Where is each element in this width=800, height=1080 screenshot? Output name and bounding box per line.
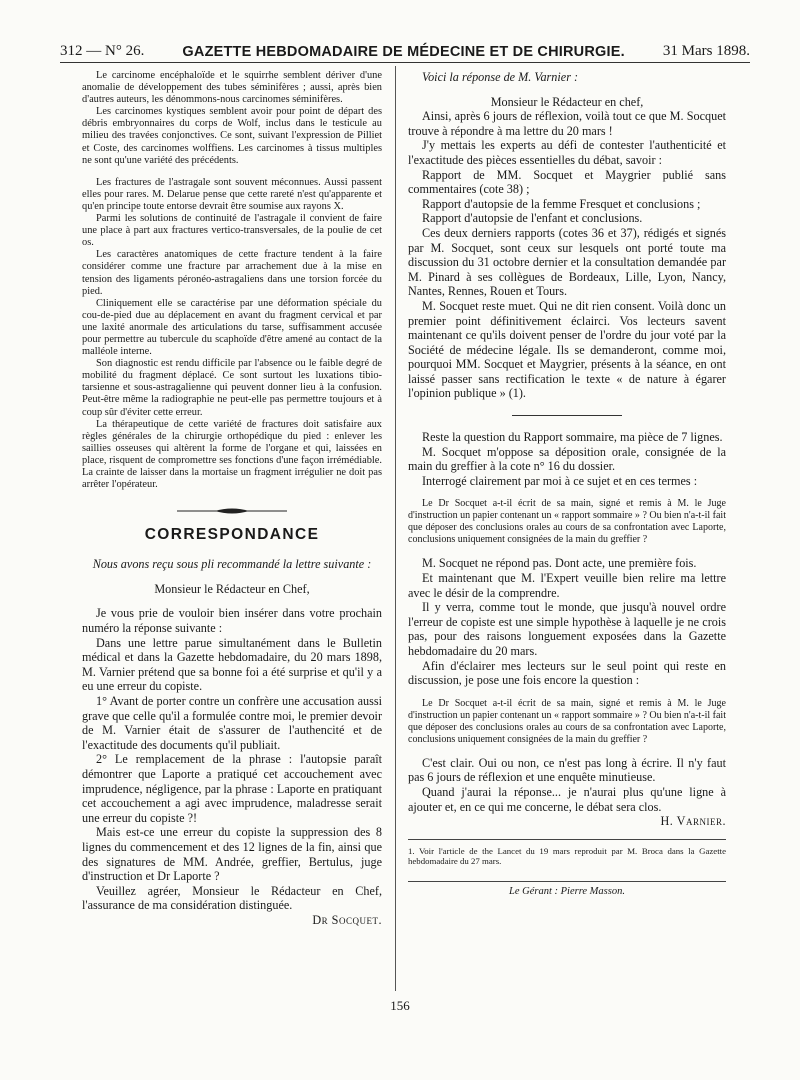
paragraph: Rapport d'autopsie de la femme Fresquet et conclusions ; (422, 196, 701, 211)
paragraph: Quand j'aurai la réponse... je n'aurai plus qu'une ligne à ajouter et, en ce qui me concerne, le débat sera clos. (408, 784, 726, 814)
paragraph: Les fractures de l'astragale sont souvent méconnues. Aussi passent elles pour rares. M. Delarue pense que cette rareté n'est qu'apparente et qu'en principe toute entorse devrait être soumise aux rayons X. (82, 176, 382, 212)
signature: Dr Socquet. (312, 912, 382, 927)
paragraph: Parmi les solutions de continuité de l'astragale il convient de faire une place à part aux fractures vertico-transversales, de la poulie de cet os. (82, 213, 382, 249)
quoted-question: Le Dr Socquet a-t-il écrit de sa main, signé et remis à M. le Juge d'instruction un papier contenant un « rapport sommaire » ? Ou bien n'a-t-il fait que déposer des conclusions orales au cours de sa confrontation avec Laporte, conclusions uniquement consignées de la main du greffier ? (408, 697, 726, 745)
ornament-divider (82, 507, 382, 515)
paragraph: Interrogé clairement par moi à ce sujet et en ces termes : (422, 473, 698, 488)
paragraph: M. Socquet m'oppose sa déposition orale, consignée de la main du greffier à la cote n° 16 du dossier. (408, 444, 726, 474)
reply-salutation: Monsieur le Rédacteur en chef, (490, 94, 644, 109)
paragraph: Ces deux derniers rapports (cotes 36 et 37), rédigés et signés par M. Socquet, sont ceux sur lesquels ont porté toute ma discussion du 31 octobre dernier et la consultation demandée par M. Pinard à ses collègues de Bordeaux, Lille, Lyon, Nancy, Nantes, Rennes, Rouen et Tours. (408, 225, 726, 299)
left-column (82, 70, 382, 928)
publisher-line: Le Gérant : Pierre Masson. (408, 881, 726, 898)
column-divider (395, 66, 396, 991)
letter-salutation: Monsieur le Rédacteur en Chef, (154, 581, 310, 596)
footnote: 1. Voir l'article de the Lancet du 19 mars reproduit par M. Broca dans la Gazette hebdomadaire du 27 mars. (408, 839, 726, 867)
paragraph: Les caractères anatomiques de cette fracture tendent à la faire considérer comme une fracture par arrachement due à la mise en tension des ligaments péronéo-astragaliens dans une torsion forcée du pied. (82, 249, 382, 297)
paragraph: Les carcinomes kystiques semblent avoir pour point de départ des débris embryonnaires du corps de Wolf, inclus dans le testicule au milieu des travées conjonctives. Ce sont, suivant l'expression de Pilliet et Coste, des carcinomes wolffiens. Les carcinomes à tissus multiples ne sont qu'une variété des précédents. (82, 106, 382, 166)
running-header (60, 38, 750, 63)
paragraph: Cliniquement elle se caractérise par une déformation spéciale du cou-de-pied due au déplacement en avant du fragment cervical et par une laxité anormale des articulations du tarse, suffisamment accusée pour permettre au tubercule du scaphoïde d'être amené au contact de la malléole interne. (82, 297, 382, 358)
paragraph: 1° Avant de porter contre un confrère une accusation aussi grave que celle qu'il a formulée contre moi, le premier devoir de M. Varnier était de s'assurer de l'authencité et de l'exactitude des documents qu'il publiait. (82, 694, 382, 752)
paragraph: Il y verra, comme tout le monde, que jusqu'à nouvel ordre l'erreur de copiste est une simple hypothèse à laquelle je ne crois pas, pour des raisons longuement exposées dans la Gazette hebdomadaire du 20 mars. (408, 600, 726, 658)
signature: H. Varnier. (660, 814, 726, 829)
reply-intro: Voici la réponse de M. Varnier : (422, 70, 579, 84)
paragraph: Mais est-ce une erreur du copiste la suppression des 8 lignes du commencement et des 12 lignes de la fin, ainsi que des signatures de MM. Andrée, greffier, Bertulus, juge d'instruction et Dr Laporte ? (82, 825, 382, 884)
section-title: CORRESPONDANCE (144, 526, 320, 544)
paragraph: M. Socquet reste muet. Qui ne dit rien consent. Voilà donc un premier point définitivement éclairci. Vos lecteurs savent maintenant ce qu'ils doivent penser de l'ordre du jour voté par la Société de médecine légale. Ils se demanderont, comme moi, pourquoi MM. Socquet et Maygrier, présents à la séance, en ont laissé passer sans rectification le texte « de nature à égarer l'opinion publique » (1). (408, 298, 726, 401)
quoted-question: Le Dr Socquet a-t-il écrit de sa main, signé et remis à M. le Juge d'instruction un papier contenant un « rapport sommaire » ? Ou bien n'a-t-il fait que déposer des conclusions orales au cours de sa confrontation avec Laporte, conclusions uniquement consignées de la main du greffier ? (408, 498, 726, 546)
paragraph: Le carcinome encéphaloïde et le squirrhe semblent dériver d'une anomalie de développement des tubes séminifères ; aussi, après bien d'autres auteurs, les dénommons-nous carcinomes séminifères. (82, 70, 382, 106)
paragraph: Ainsi, après 6 jours de réflexion, voilà tout ce que M. Socquet trouve à répondre à ma lettre du 20 mars ! (408, 109, 726, 138)
paragraph: Son diagnostic est rendu difficile par l'absence ou le faible degré de mobilité du fragment déplacé. Ce sont surtout les luxations tibio-tarsienne et sous-astragalienne qui peuvent donner lieu à la confusion. Peut-être même la radiographie ne peut-elle pas permettre toujours et à coup sûr d'éviter cette erreur. (82, 358, 382, 418)
paragraph: Dans une lettre parue simultanément dans le Bulletin médical et dans la Gazette hebdomadaire, du 20 mars 1898, M. Varnier prétend que sa bonne foi a été surprise et qu'il y a eu une erreur du copiste. (82, 635, 382, 694)
short-rule (512, 415, 622, 416)
journal-title: GAZETTE HEBDOMADAIRE DE MÉDECINE ET DE CHIRURGIE. (182, 44, 625, 60)
paragraph: 2° Le remplacement de la phrase : l'autopsie paraît démontrer que Laporte a pratiqué cet accouchement avec imprudence, négligence, par la phrase : Laporte en pratiquant cet accouchement a agi avec imprudence, maladresse serait une erreur du copiste ?! (82, 752, 382, 825)
paragraph: Rapport d'autopsie de l'enfant et conclusions. (422, 211, 643, 226)
header-date: 31 Mars 1898. (662, 43, 750, 59)
header-left: 312 — N° 26. (60, 43, 145, 59)
paragraph: La thérapeutique de cette variété de fractures doit satisfaire aux règles générales de la chirurgie orthopédique du pied : enlever les saillies osseuses qui altèrent la forme de l'organe et qui, laissées en place, risquent de compromettre ses fonctions d'une façon irrémédiable. La crainte de laisser dans la mortaise un fragment irrégulier ne doit pas arrêter l'opérateur. (82, 418, 382, 491)
page-number: 156 (390, 998, 410, 1013)
paragraph: Et maintenant que M. l'Expert veuille bien relire ma lettre avec le désir de la comprendre. (408, 571, 726, 600)
right-column (408, 70, 726, 898)
paragraph: Rapport de MM. Socquet et Maygrier publié sans commentaires (cote 38) ; (408, 167, 726, 197)
paragraph: Je vous prie de vouloir bien insérer dans votre prochain numéro la réponse suivante : (82, 606, 382, 636)
paragraph: Reste la question du Rapport sommaire, ma pièce de 7 lignes. (422, 430, 723, 445)
paragraph: C'est clair. Oui ou non, ce n'est pas long à écrire. Il n'y faut pas 6 jours de réflexion et une enquête minutieuse. (408, 755, 726, 785)
paragraph: Afin d'éclairer mes lecteurs sur le seul point qui reste en discussion, je pose une fois encore la question : (408, 658, 726, 688)
letter-intro: Nous avons reçu sous pli recommandé la lettre suivante : (92, 557, 372, 572)
paragraph: M. Socquet ne répond pas. Dont acte, une première fois. (422, 556, 697, 571)
paragraph: J'y mettais les experts au défi de contester l'authenticité et l'exactitude des pièces essentielles du débat, savoir : (408, 138, 726, 167)
paragraph: Veuillez agréer, Monsieur le Rédacteur en Chef, l'assurance de ma considération distinguée. (82, 883, 382, 913)
